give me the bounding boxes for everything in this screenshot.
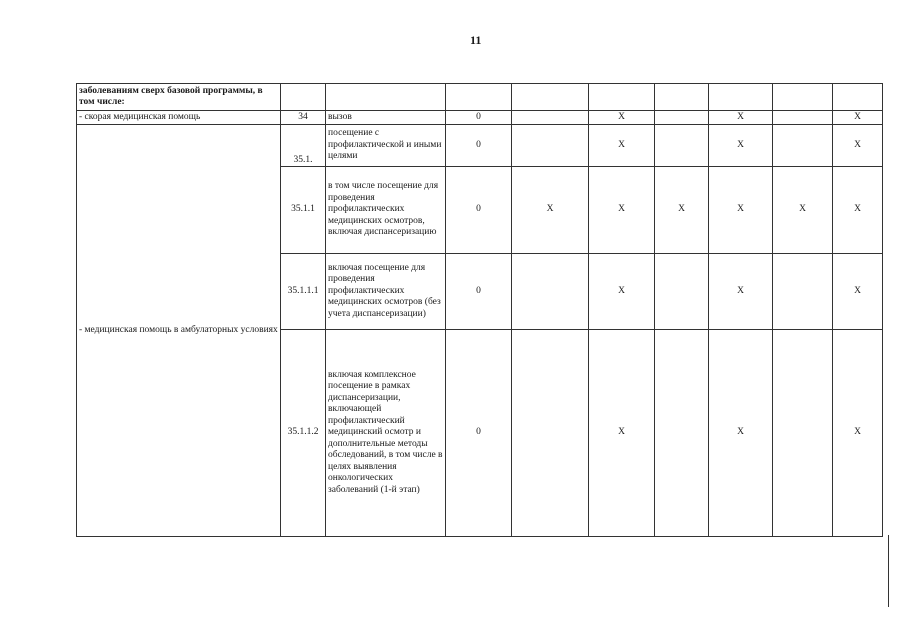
value-cell bbox=[655, 330, 709, 537]
value-cell: X bbox=[589, 254, 655, 330]
value-cell: 0 bbox=[446, 254, 512, 330]
value-cell: X bbox=[589, 167, 655, 254]
row-number-cell: 34 bbox=[281, 111, 326, 125]
table-row-header-continuation bbox=[77, 84, 883, 111]
value-cell: 0 bbox=[446, 167, 512, 254]
value-cell: X bbox=[709, 111, 773, 125]
value-cell: X bbox=[709, 254, 773, 330]
unit-cell: включая посещение для проведения профилактических медицинских осмотров (без учета диспансеризации) bbox=[326, 254, 446, 330]
value-cell bbox=[655, 125, 709, 167]
value-cell: X bbox=[709, 330, 773, 537]
row-number-cell: 35.1. bbox=[281, 125, 326, 167]
value-cell: X bbox=[833, 254, 883, 330]
value-cell bbox=[512, 254, 589, 330]
table-row-ambulance bbox=[77, 111, 883, 125]
scan-edge-line bbox=[888, 535, 889, 607]
value-cell bbox=[655, 254, 709, 330]
value-cell: X bbox=[833, 167, 883, 254]
row-name-cell: - скорая медицинская помощь bbox=[77, 111, 281, 125]
value-cell bbox=[655, 84, 709, 111]
value-cell bbox=[512, 84, 589, 111]
row-number-cell: 35.1.1 bbox=[281, 167, 326, 254]
value-cell bbox=[512, 125, 589, 167]
value-cell: X bbox=[512, 167, 589, 254]
value-cell: 0 bbox=[446, 111, 512, 125]
value-cell: X bbox=[833, 330, 883, 537]
value-cell: X bbox=[833, 125, 883, 167]
unit-cell: включая комплексное посещение в рамках диспансеризации, включающей профилактический медицинский осмотр и дополнительные методы обследований, в том числе в целях выявления онкологических заболеваний (1-й этап) bbox=[326, 330, 446, 537]
value-cell bbox=[773, 84, 833, 111]
value-cell bbox=[589, 84, 655, 111]
value-cell bbox=[773, 330, 833, 537]
row-number-cell bbox=[281, 84, 326, 111]
row-name-cell: заболеваниям сверх базовой программы, в том числе: bbox=[77, 84, 281, 111]
page-number: 11 bbox=[470, 33, 482, 47]
value-cell bbox=[773, 111, 833, 125]
unit-cell bbox=[326, 84, 446, 111]
value-cell: X bbox=[709, 167, 773, 254]
value-cell: X bbox=[709, 125, 773, 167]
value-cell bbox=[773, 254, 833, 330]
value-cell bbox=[655, 111, 709, 125]
value-cell bbox=[709, 84, 773, 111]
value-cell: X bbox=[833, 111, 883, 125]
value-cell: 0 bbox=[446, 330, 512, 537]
value-cell bbox=[773, 125, 833, 167]
unit-cell: посещение с профилактической и иными целями bbox=[326, 125, 446, 167]
row-group-name-cell: - медицинская помощь в амбулаторных условиях bbox=[77, 125, 281, 537]
unit-cell: в том числе посещение для проведения профилактических медицинских осмотров, включая диспансеризацию bbox=[326, 167, 446, 254]
table-row-visit-prophylactic bbox=[77, 125, 883, 167]
row-number-cell: 35.1.1.1 bbox=[281, 254, 326, 330]
value-cell: X bbox=[655, 167, 709, 254]
value-cell bbox=[512, 111, 589, 125]
value-cell: X bbox=[773, 167, 833, 254]
value-cell bbox=[446, 84, 512, 111]
value-cell bbox=[512, 330, 589, 537]
row-number-cell: 35.1.1.2 bbox=[281, 330, 326, 537]
value-cell: 0 bbox=[446, 125, 512, 167]
value-cell: X bbox=[589, 125, 655, 167]
value-cell bbox=[833, 84, 883, 111]
value-cell: X bbox=[589, 330, 655, 537]
data-table bbox=[76, 83, 883, 537]
unit-cell: вызов bbox=[326, 111, 446, 125]
value-cell: X bbox=[589, 111, 655, 125]
